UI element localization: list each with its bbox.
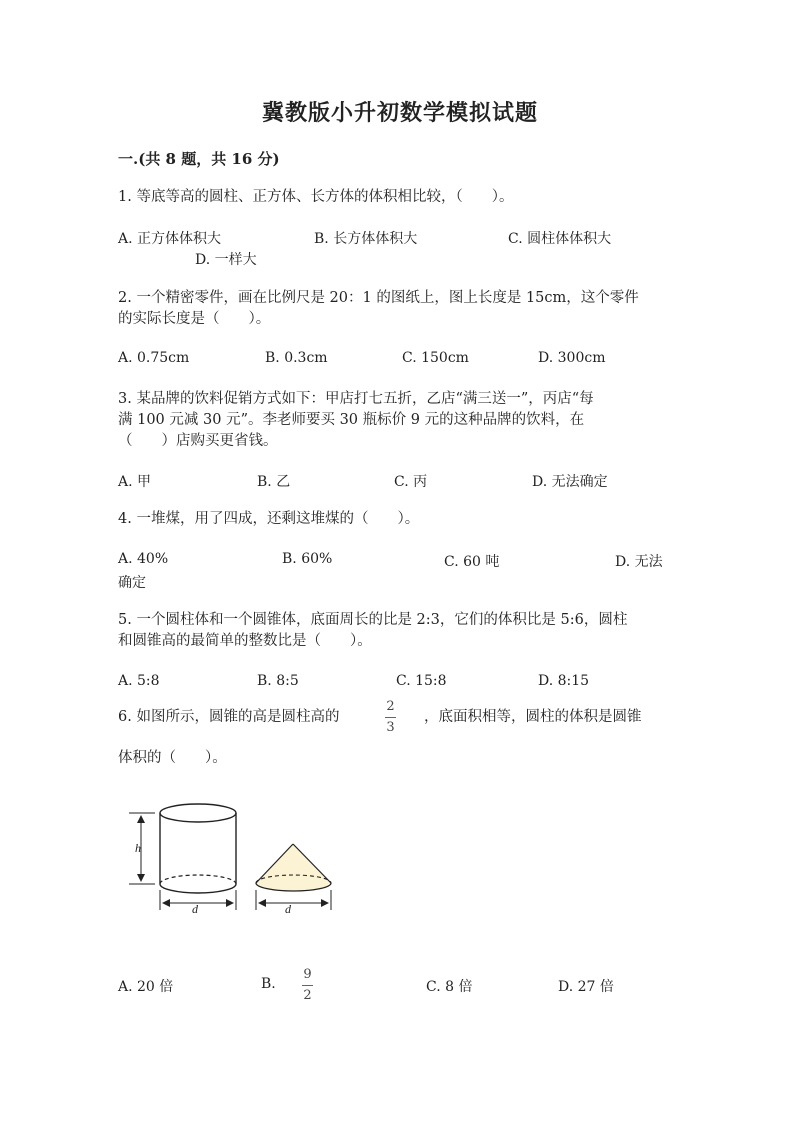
fraction-bar xyxy=(385,717,396,718)
question-text-line: 1. 等底等高的圆柱、正方体、长方体的体积相比较，（ ）。 xyxy=(118,189,514,205)
question-text-line: （ ）店购买更省钱。 xyxy=(118,433,278,449)
cylinder-shape xyxy=(160,804,236,893)
option-d: D. 无法 xyxy=(615,554,663,570)
option-c: C. 丙 xyxy=(394,474,428,490)
fraction-denominator: 2 xyxy=(303,988,312,1003)
question-1 xyxy=(118,187,684,208)
fraction-bar xyxy=(302,985,313,986)
fraction-nine-halves xyxy=(302,968,313,1003)
cylinder-diameter-label: d xyxy=(192,902,198,916)
question-text-line: 的实际长度是（ ）。 xyxy=(118,311,271,327)
option-a: A. 正方体体积大 xyxy=(118,231,222,247)
fraction-two-thirds xyxy=(385,700,396,735)
height-arrow xyxy=(129,813,155,884)
fraction-numerator: 2 xyxy=(386,699,395,714)
height-label: h xyxy=(135,841,141,855)
question-5 xyxy=(118,610,684,652)
question-6-line1a: 6. 如图所示，圆锥的高是圆柱高的 xyxy=(118,709,340,725)
question-4 xyxy=(118,509,684,530)
option-d: D. 8:15 xyxy=(538,673,590,689)
fraction-numerator: 9 xyxy=(303,967,312,982)
option-b: B. 乙 xyxy=(257,474,291,490)
option-c: C. 150cm xyxy=(402,350,469,366)
question-6-line1b: ，底面积相等，圆柱的体积是圆锥 xyxy=(424,709,642,725)
option-d: D. 300cm xyxy=(538,350,606,366)
cone-shape xyxy=(256,844,331,891)
cylinder-cone-figure xyxy=(125,800,355,920)
question-text-line: 5. 一个圆柱体和一个圆锥体，底面周长的比是 2:3，它们的体积比是 5:6，圆柱 xyxy=(118,612,628,628)
cone-diameter-arrow xyxy=(256,890,331,910)
option-d: D. 无法确定 xyxy=(532,474,608,490)
question-6-line2: 体积的（ ）。 xyxy=(118,750,227,766)
option-b: B. 60% xyxy=(282,551,333,567)
option-d: D. 一样大 xyxy=(195,252,257,268)
question-text-line: 3. 某品牌的饮料促销方式如下：甲店打七五折，乙店“满三送一”，丙店“每 xyxy=(118,391,594,407)
option-d: D. 27 倍 xyxy=(558,979,614,995)
option-a: A. 20 倍 xyxy=(118,979,174,995)
option-b: B. 8:5 xyxy=(257,673,299,689)
section-header: 一.(共 8 题，共 16 分) xyxy=(118,150,280,168)
option-c: C. 15:8 xyxy=(396,673,447,689)
option-a: A. 40% xyxy=(118,551,169,567)
option-b: B. 0.3cm xyxy=(265,350,328,366)
option-a: A. 甲 xyxy=(118,474,152,490)
option-a: A. 0.75cm xyxy=(118,350,190,366)
question-text-line: 4. 一堆煤，用了四成，还剩这堆煤的（ ）。 xyxy=(118,511,420,527)
option-d-wrap: 确定 xyxy=(118,575,146,591)
option-c: C. 8 倍 xyxy=(426,979,473,995)
question-text-line: 满 100 元减 30 元”。李老师要买 30 瓶标价 9 元的这种品牌的饮料，在 xyxy=(118,412,585,428)
option-a: A. 5:8 xyxy=(118,673,160,689)
question-text-line: 2. 一个精密零件，画在比例尺是 20：1 的图纸上，图上长度是 15cm，这个零件 xyxy=(118,290,639,306)
option-b: B. 长方体体积大 xyxy=(314,231,418,247)
page-title: 冀教版小升初数学模拟试题 xyxy=(261,101,538,126)
option-b: B. xyxy=(261,976,276,992)
option-c: C. 圆柱体体积大 xyxy=(508,231,612,247)
cone-diameter-label: d xyxy=(285,902,291,916)
option-c: C. 60 吨 xyxy=(444,554,500,570)
question-text-line: 和圆锥高的最简单的整数比是（ ）。 xyxy=(118,633,372,649)
fraction-denominator: 3 xyxy=(386,720,395,735)
question-2 xyxy=(118,288,684,330)
question-3 xyxy=(118,389,684,452)
